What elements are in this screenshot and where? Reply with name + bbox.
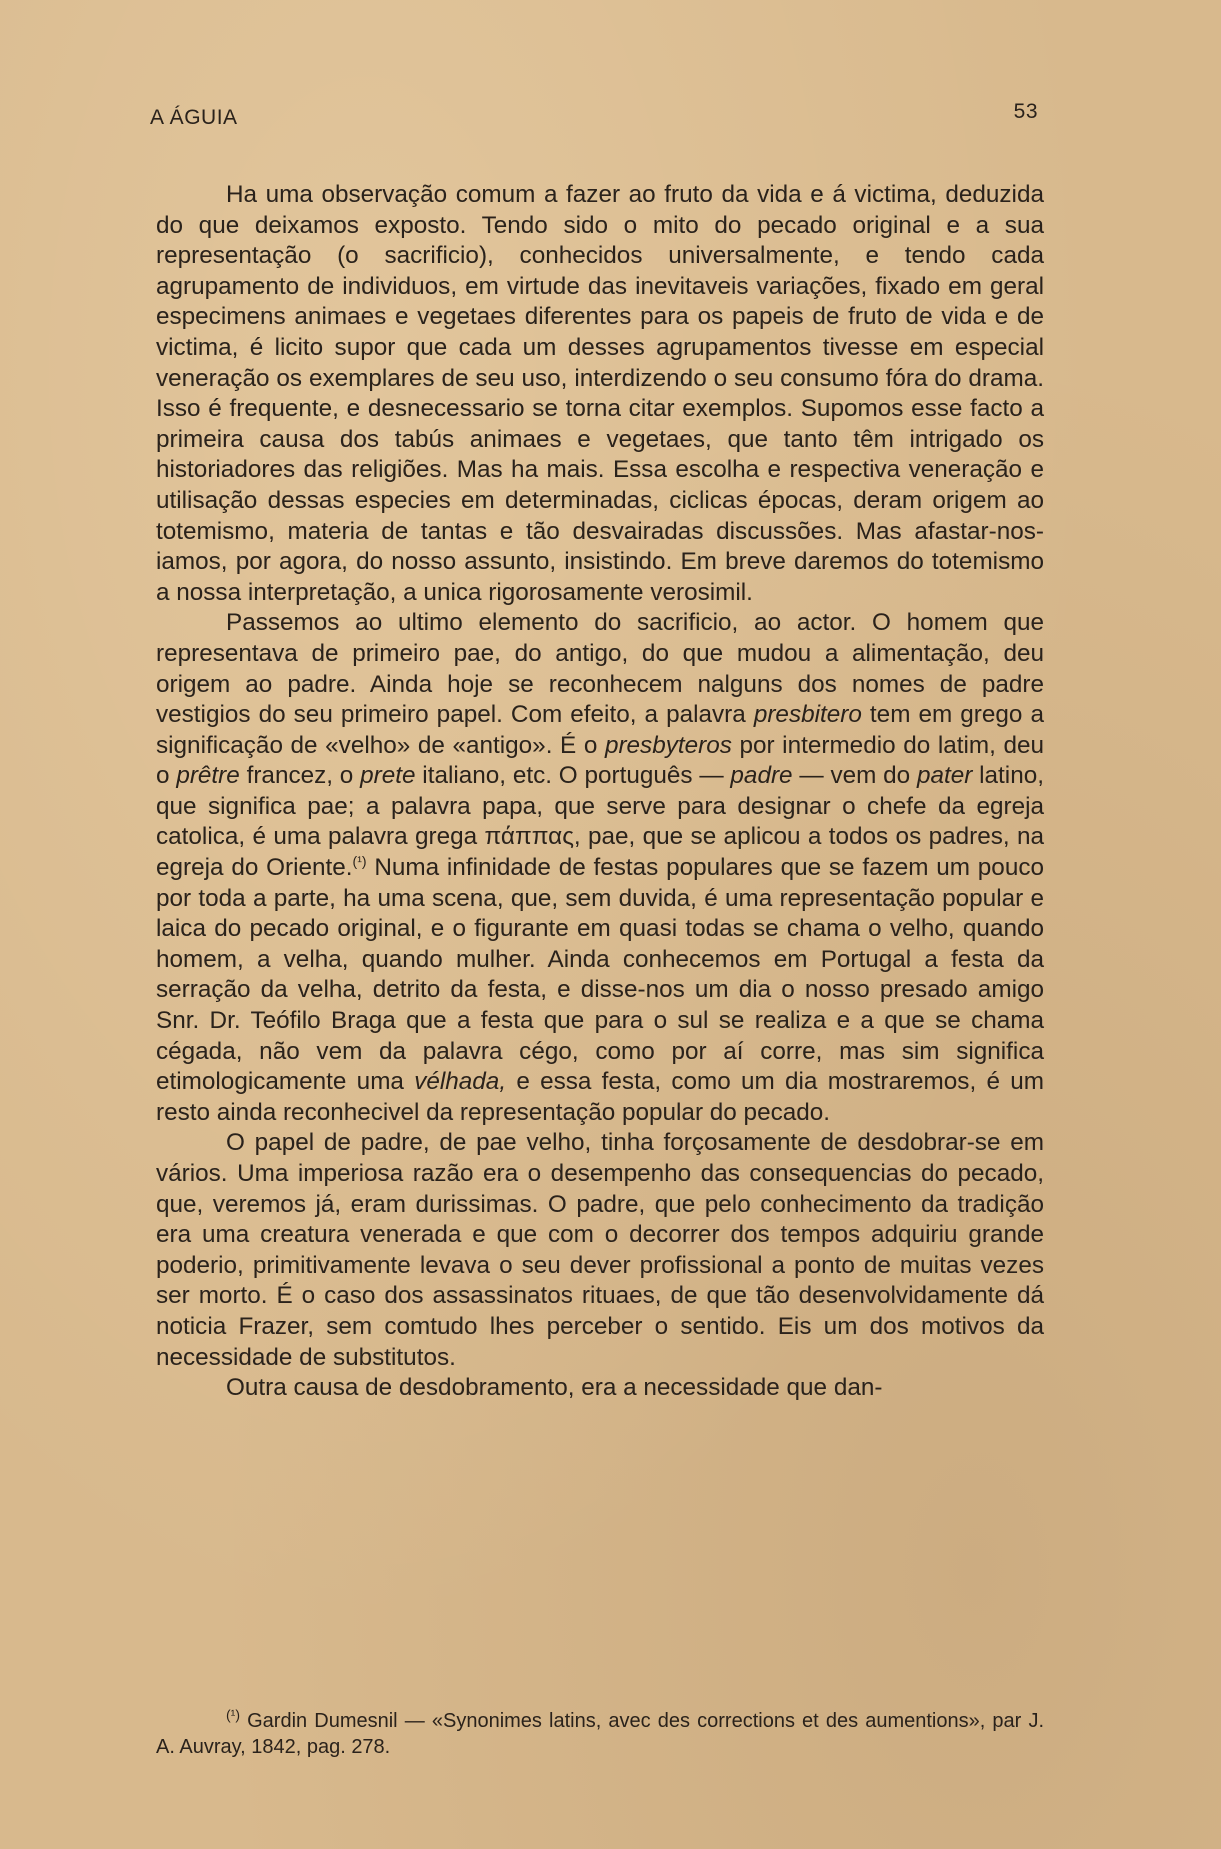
footnote-mark: (¹) bbox=[226, 1706, 240, 1723]
paragraph bbox=[156, 1373, 1044, 1404]
italic-text: presbitero bbox=[753, 701, 862, 729]
italic-text: pater bbox=[916, 762, 973, 790]
footnote-paragraph bbox=[156, 1708, 1044, 1760]
running-head: A ÁGUIA bbox=[150, 106, 238, 129]
italic-text: prêtre bbox=[176, 762, 240, 790]
text-run: Ha uma observação comum a fazer ao fruto da vida e á victima, deduzida do que deixamos exposto. Tendo sido o mito do pecado original e a sua representação (o sacrificio), conhecidos universalmente, e tendo cada agrupamento de individuos, em virtude das inevitaveis variações, fixado em geral especimens animaes e vegetaes diferentes para os papeis de fruto de vida e de victima, é licito supor que cada um desses agrupamentos tivesse em especial veneração os exemplares de seu uso, interdizendo o seu consumo fóra do drama. Isso é frequente, e desnecessario se torna citar exemplos. Supomos esse facto a primeira causa dos tabús animaes e vegetaes, que tanto têm intrigado os historiadores das religiões. Mas ha mais. Essa escolha e respectiva veneração e utilisação dessas especies em determinadas, ciclicas épocas, deram origem ao totemismo, materia de tantas e tão desvairadas discussões. Mas afastar-nos-iamos, por agora, do nosso assunto, insistindo. Em breve daremos do totemismo a nossa interpretação, a unica rigorosamente verosimil. bbox=[156, 181, 1044, 606]
text-run: tem em grego a significação de «velho» de «antigo». É o bbox=[156, 701, 1044, 759]
text-run: francez, o bbox=[239, 762, 361, 790]
text-run: Outra causa de desdobramento, era a necessidade que dan- bbox=[226, 1374, 883, 1402]
page-number: 53 bbox=[1013, 100, 1038, 123]
paragraph bbox=[156, 608, 1044, 1128]
text-run: Passemos ao ultimo elemento do sacrificio, ao actor. O homem que representava de primeiro pae, do antigo, do que mudou a alimentação, deu origem ao padre. Ainda hoje se reconhecem nalguns dos nomes de padre vestigios do seu primeiro papel. Com efeito, a palavra bbox=[156, 609, 1044, 729]
paragraph bbox=[156, 1128, 1044, 1373]
italic-text: vélhada, bbox=[414, 1068, 507, 1096]
page-header bbox=[150, 100, 1038, 132]
text-run: e essa festa, como um dia mostraremos, é um resto ainda reconhecivel da representação popular do pecado. bbox=[156, 1068, 1044, 1126]
italic-text: prete bbox=[360, 762, 416, 790]
footnote-text: Gardin Dumesnil — «Synonimes latins, avec des corrections et des aumentions», par J. A. Auvray, 1842, pag. 278. bbox=[156, 1710, 1044, 1758]
body-text bbox=[156, 180, 1044, 1404]
text-run: por intermedio do latim, deu o bbox=[156, 731, 1044, 790]
text-run: O papel de padre, de pae velho, tinha forçosamente de desdobrar-se em vários. Uma imperiosa razão era o desempenho das consequencias do pecado, que, veremos já, eram durissimas. O padre, que pelo conhecimento da tradição era uma creatura venerada e que com o decorrer dos tempos adquiriu grande poderio, primitivamente levava o seu dever profissional a ponto de muitas vezes ser morto. É o caso dos assassinatos rituaes, de que tão desenvolvidamente dá noticia Frazer, sem comtudo lhes perceber o sentido. Eis um dos motivos da necessidade de substitutos. bbox=[156, 1129, 1044, 1371]
paragraph bbox=[156, 180, 1044, 608]
italic-text: padre bbox=[730, 762, 793, 790]
text-run: Numa infinidade de festas populares que se fazem um pouco por toda a parte, ha uma scena, que, sem duvida, é uma representação popular e laica do pecado original, e o figurante em quasi todas se chama o velho, quando homem, a velha, quando mulher. Ainda conhecemos em Portugal a festa da serração da velha, detrito da festa, e disse-nos um dia o nosso presado amigo Snr. Dr. Teófilo Braga que a festa que para o sul se realiza e a que se chama cégada, não vem da palavra cégo, como por aí corre, mas sim significa etimologicamente uma bbox=[156, 854, 1044, 1096]
footnote-reference: (¹) bbox=[352, 852, 367, 869]
text-run: — vem do bbox=[792, 762, 917, 790]
italic-text: presbyteros bbox=[604, 731, 732, 759]
footnote bbox=[156, 1708, 1044, 1760]
text-run: italiano, etc. O português — bbox=[415, 762, 731, 790]
text-run: latino, que significa pae; a palavra papa, que serve para designar o chefe da egreja catolica, é uma palavra grega πάππας, pae, que se aplicou a todos os padres, na egreja do Oriente. bbox=[156, 762, 1044, 882]
